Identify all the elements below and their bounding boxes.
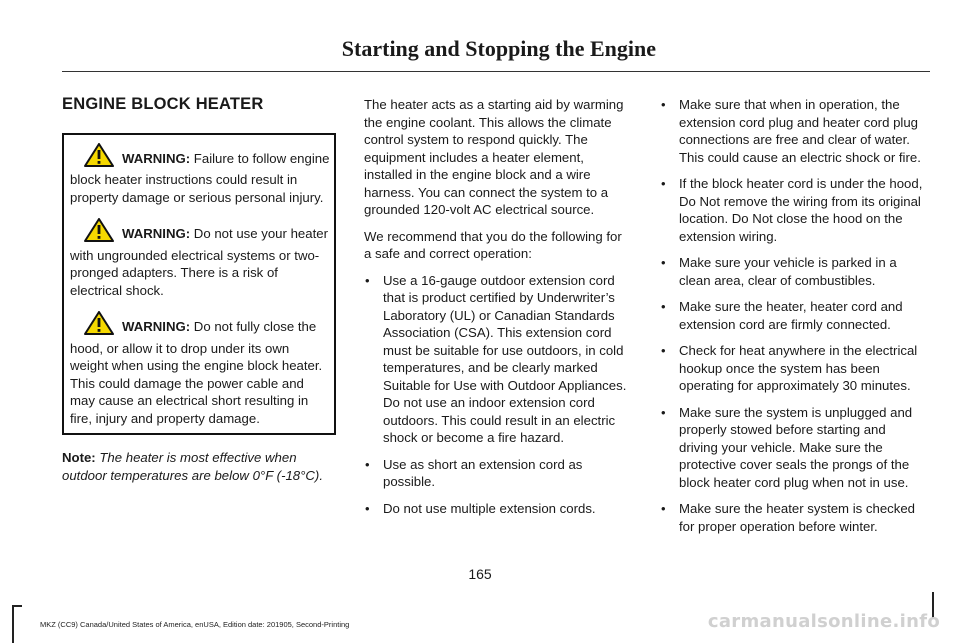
footer-edition: MKZ (CC9) Canada/United States of America, enUSA, Edition date: 201905, Second-Printing: [40, 620, 350, 629]
paragraph-recommend: We recommend that you do the following for a safe and correct operation:: [364, 228, 622, 261]
warning-text: Do not fully close the hood, or allow it to drop under its own weight when using the engine block heater. This could damage the power cable and may cause an electrical short resulting in fire, injury and property damage.: [70, 319, 323, 426]
warning-1: [70, 143, 330, 207]
warning-text: Do not use your heater with ungrounded electrical systems or two-pronged adapters. There is a risk of electrical shock.: [70, 226, 328, 298]
paragraph-intro: The heater acts as a starting aid by warming the engine coolant. This allows the climate control system to respond quickly. The equipment includes a heater element, installed in the engine block and a wire harness. You can connect the system to a grounded 120-volt AC electrical source.: [364, 97, 624, 217]
bullet-list-right: [660, 96, 926, 535]
column-left: [62, 96, 336, 484]
warning-3: [70, 311, 330, 427]
page-header-title: Starting and Stopping the Engine: [341, 36, 656, 61]
list-item: • If the block heater cord is under the hood, Do Not remove the wiring from its original location. Do Not close the hood on the extension wiring.: [660, 175, 926, 245]
list-item: • Make sure the heater, heater cord and extension cord are firmly connected.: [660, 298, 926, 333]
list-item: • Make sure the system is unplugged and properly stowed before starting and driving your vehicle. Make sure the protective cover seals the prongs of the block heater cord plug when not in use.: [660, 404, 926, 492]
warning-2: [70, 218, 330, 299]
warning-triangle-icon: [84, 311, 114, 340]
bullet-list-middle: [364, 272, 632, 518]
list-item: • Make sure the heater system is checked for proper operation before winter.: [660, 500, 926, 535]
list-item: • Use a 16-gauge outdoor extension cord that is product certified by Underwriter’s Laboratory (UL) or Canadian Standards Association (CSA). This extension cord must be suitable for use outdoors, in cold temperatures, and be clearly marked Suitable for Use with Outdoor Appliances. Do not use an indoor extension cord outdoors. This could result in an electric shock or become a fire hazard.: [364, 272, 632, 447]
section-heading: ENGINE BLOCK HEATER: [62, 95, 264, 113]
list-item: • Use as short an extension cord as possible.: [364, 456, 632, 491]
list-item: • Make sure your vehicle is parked in a clean area, clear of combustibles.: [660, 254, 926, 289]
list-item: • Do not use multiple extension cords.: [364, 500, 632, 518]
warning-triangle-icon: [84, 143, 114, 172]
warning-label: WARNING:: [122, 319, 191, 334]
list-item: • Make sure that when in operation, the extension cord plug and heater cord plug connections are free and clear of water. This could cause an electric shock or fire.: [660, 96, 926, 166]
column-middle: [364, 96, 632, 526]
note-label: Note:: [62, 450, 96, 465]
note: [62, 449, 336, 484]
warning-label: WARNING:: [122, 150, 191, 166]
watermark: carmanualsonline.info: [707, 611, 940, 632]
note-text: The heater is most effective when outdoor temperatures are below 0°F (-18°C).: [62, 450, 323, 483]
crop-mark-left-tick: [12, 605, 22, 607]
warning-box: [62, 133, 336, 436]
list-item: • Check for heat anywhere in the electrical hookup once the system has been operating for approximately 30 minutes.: [660, 342, 926, 395]
crop-mark-left: [12, 605, 14, 643]
warning-triangle-icon: [84, 218, 114, 247]
page-number: 165: [468, 566, 492, 582]
column-right: [660, 96, 926, 544]
header-rule: [62, 71, 930, 72]
warning-text: Failure to follow engine block heater instructions could result in property damage or serious personal injury.: [70, 150, 330, 205]
warning-label: WARNING:: [122, 226, 191, 241]
